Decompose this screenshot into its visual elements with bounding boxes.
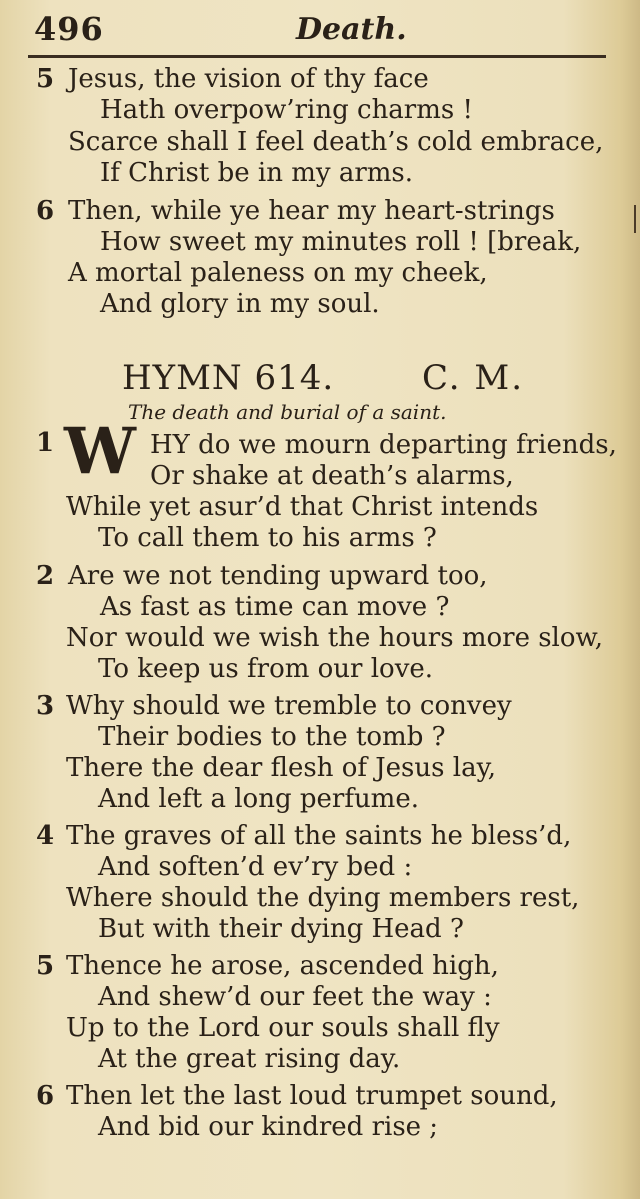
verse-line: How sweet my minutes roll ! [break, <box>100 227 582 257</box>
verse-line: There the dear flesh of Jesus lay, <box>66 753 497 783</box>
stanza-number: 1 <box>36 428 55 458</box>
verse-line: Hath overpow’ring charms ! <box>100 95 473 125</box>
stanza-number: 6 <box>36 196 55 226</box>
hymn-meter: C. M. <box>422 358 525 398</box>
verse-line: As fast as time can move ? <box>100 592 450 622</box>
stanza-number: 4 <box>36 821 55 851</box>
verse-line: While yet asur’d that Christ intends <box>66 492 539 522</box>
verse-line: Jesus, the vision of thy face <box>68 64 429 94</box>
verse-line: HY do we mourn departing friends, <box>150 430 617 460</box>
verse-line: Where should the dying members rest, <box>66 883 580 913</box>
verse-line: At the great rising day. <box>98 1044 401 1074</box>
header-rule <box>28 55 606 58</box>
verse-line: Nor would we wish the hours more slow, <box>66 623 603 653</box>
verse-line: Then let the last loud trumpet sound, <box>66 1081 558 1111</box>
page-number: 496 <box>34 10 104 48</box>
drop-cap: W <box>64 414 136 489</box>
verse-line: To call them to his arms ? <box>98 523 437 553</box>
verse-line: To keep us from our love. <box>98 654 434 684</box>
verse-line: A mortal paleness on my cheek, <box>68 258 488 288</box>
verse-line: The graves of all the saints he bless’d, <box>66 821 572 851</box>
verse-line: Why should we tremble to convey <box>66 691 512 721</box>
verse-line: If Christ be in my arms. <box>100 158 414 188</box>
verse-line: Then, while ye hear my heart-strings <box>68 196 555 226</box>
hymn-subtitle: The death and burial of a saint. <box>128 400 447 424</box>
stanza-number: 5 <box>36 951 55 981</box>
page-header <box>34 10 620 50</box>
verse-line: And shew’d our feet the way : <box>98 982 492 1012</box>
verse-line: Their bodies to the tomb ? <box>98 722 446 752</box>
verse-line: Or shake at death’s alarms, <box>150 461 514 491</box>
stanza-number: 6 <box>36 1081 55 1111</box>
hymn-heading <box>0 358 640 402</box>
verse-line: But with their dying Head ? <box>98 914 464 944</box>
running-title: Death. <box>296 12 407 47</box>
hymn-number: HYMN 614. <box>122 358 335 398</box>
stanza-number: 2 <box>36 561 55 591</box>
verse-line: Are we not tending upward too, <box>68 561 488 591</box>
verse-line: And left a long perfume. <box>98 784 419 814</box>
stanza-number: 3 <box>36 691 55 721</box>
verse-line: And soften’d ev’ry bed : <box>98 852 413 882</box>
verse-line: Thence he arose, ascended high, <box>66 951 499 981</box>
verse-line: And bid our kindred rise ; <box>98 1112 439 1142</box>
page-edge-mark <box>634 205 636 233</box>
verse-line: And glory in my soul. <box>100 289 380 319</box>
verse-line: Scarce shall I feel death’s cold embrace, <box>68 127 604 157</box>
stanza-number: 5 <box>36 64 55 94</box>
verse-line: Up to the Lord our souls shall fly <box>66 1013 500 1043</box>
